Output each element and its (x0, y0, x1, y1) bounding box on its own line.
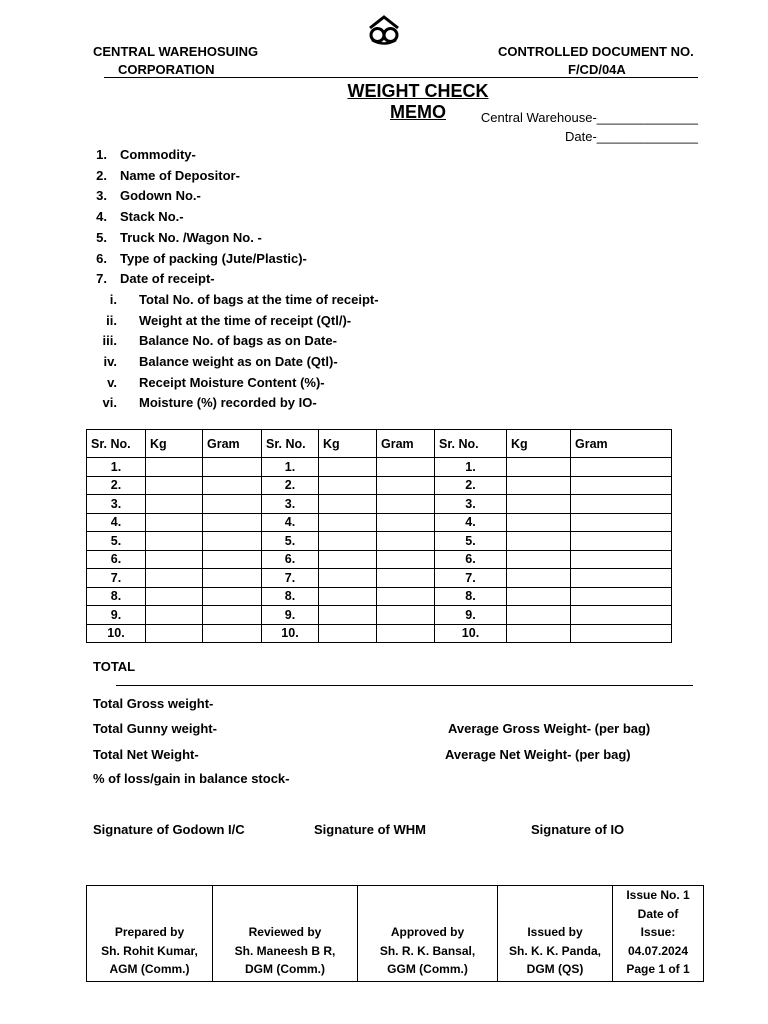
loss-gain-balance: % of loss/gain in balance stock- (93, 771, 290, 786)
issued-by-designation: DGM (QS) (526, 962, 584, 976)
column-header: Gram (571, 430, 672, 458)
gram-cell[interactable] (203, 513, 262, 532)
gram-cell[interactable] (377, 513, 435, 532)
gram-cell[interactable] (203, 476, 262, 495)
list-item (85, 251, 307, 266)
gram-cell[interactable] (571, 550, 672, 569)
serial-number-cell: 5. (262, 532, 319, 551)
issue-date-label: Date of (637, 906, 679, 921)
sub-list-item (92, 333, 337, 348)
list-item-number: 2. (96, 167, 107, 183)
kg-cell[interactable] (319, 624, 377, 643)
table-row (87, 513, 672, 532)
cwc-logo-icon (364, 14, 404, 46)
kg-cell[interactable] (146, 569, 203, 588)
list-item-label: Godown No.- (120, 188, 201, 204)
serial-number-cell: 7. (262, 569, 319, 588)
issue-label: Issue: (640, 925, 676, 939)
kg-cell[interactable] (146, 606, 203, 625)
kg-cell[interactable] (319, 476, 377, 495)
serial-number-cell: 7. (435, 569, 507, 588)
list-item-number: 7. (96, 271, 107, 287)
table-row (87, 476, 672, 495)
kg-cell[interactable] (507, 513, 571, 532)
column-header: Kg (319, 430, 377, 458)
gram-cell[interactable] (203, 606, 262, 625)
serial-number-cell: 7. (87, 569, 146, 588)
gram-cell[interactable] (377, 458, 435, 477)
serial-number-cell: 8. (87, 587, 146, 606)
serial-number-cell: 2. (262, 476, 319, 495)
kg-cell[interactable] (507, 550, 571, 569)
sub-list-item-label: Weight at the time of receipt (Qtl/)- (139, 312, 352, 328)
column-header: Kg (507, 430, 571, 458)
list-item-label: Commodity- (120, 147, 196, 162)
gram-cell[interactable] (203, 569, 262, 588)
serial-number-cell: 3. (435, 495, 507, 514)
kg-cell[interactable] (507, 476, 571, 495)
table-row (87, 495, 672, 514)
sub-list-item (92, 292, 379, 307)
serial-number-cell: 4. (87, 513, 146, 532)
gram-cell[interactable] (377, 624, 435, 643)
gram-cell[interactable] (571, 569, 672, 588)
serial-number-cell: 2. (87, 476, 146, 495)
serial-number-cell: 6. (262, 550, 319, 569)
total-gunny-weight: Total Gunny weight- (93, 721, 217, 736)
list-item-label: Name of Depositor- (120, 167, 240, 183)
issued-by-label: Issued by (527, 925, 583, 939)
reviewed-by-designation: DGM (Comm.) (245, 962, 325, 976)
serial-number-cell: 9. (87, 606, 146, 625)
kg-cell[interactable] (146, 476, 203, 495)
table-row (87, 550, 672, 569)
column-header: Sr. No. (262, 430, 319, 458)
serial-number-cell: 4. (262, 513, 319, 532)
list-item-label: Type of packing (Jute/Plastic)- (120, 250, 307, 266)
list-item-number: 6. (96, 250, 107, 266)
approved-by-cell (358, 886, 498, 982)
gram-cell[interactable] (203, 458, 262, 477)
kg-cell[interactable] (507, 495, 571, 514)
sub-list-item (92, 313, 351, 328)
kg-cell[interactable] (507, 587, 571, 606)
list-item-number: 5. (96, 229, 107, 245)
serial-number-cell: 10. (262, 624, 319, 643)
issue-info-cell (613, 886, 704, 982)
serial-number-cell: 1. (87, 458, 146, 477)
gram-cell[interactable] (377, 550, 435, 569)
kg-cell[interactable] (507, 458, 571, 477)
sub-list-item-number: iii. (102, 333, 117, 349)
kg-cell[interactable] (319, 587, 377, 606)
serial-number-cell: 8. (435, 587, 507, 606)
serial-number-cell: 1. (262, 458, 319, 477)
average-net-weight: Average Net Weight- (per bag) (445, 747, 631, 762)
sub-list-item (92, 395, 317, 410)
kg-cell[interactable] (146, 495, 203, 514)
kg-cell[interactable] (319, 550, 377, 569)
gram-cell[interactable] (571, 476, 672, 495)
list-item-number: 3. (96, 188, 107, 204)
controlled-doc-number: F/CD/04A (568, 62, 626, 77)
kg-cell[interactable] (146, 587, 203, 606)
kg-cell[interactable] (319, 458, 377, 477)
kg-cell[interactable] (146, 513, 203, 532)
table-row (87, 569, 672, 588)
table-row (87, 624, 672, 643)
kg-cell[interactable] (507, 624, 571, 643)
issue-date: 04.07.2024 (627, 943, 689, 958)
issued-by-name: Sh. K. K. Panda, (508, 943, 601, 958)
total-net-weight: Total Net Weight- (93, 747, 199, 762)
kg-cell[interactable] (146, 550, 203, 569)
kg-cell[interactable] (319, 495, 377, 514)
column-header: Sr. No. (435, 430, 507, 458)
prepared-by-name: Sh. Rohit Kumar, (101, 943, 198, 958)
controlled-doc-label: CONTROLLED DOCUMENT NO. (498, 44, 694, 59)
gram-cell[interactable] (377, 606, 435, 625)
gram-cell[interactable] (203, 532, 262, 551)
gram-cell[interactable] (203, 624, 262, 643)
sub-list-item-number: ii. (106, 312, 117, 328)
column-header: Gram (203, 430, 262, 458)
table-row (87, 532, 672, 551)
kg-cell[interactable] (146, 532, 203, 551)
list-item (85, 147, 196, 162)
column-header: Sr. No. (87, 430, 146, 458)
serial-number-cell: 9. (435, 606, 507, 625)
gram-cell[interactable] (571, 624, 672, 643)
sub-list-item-number: vi. (102, 395, 117, 411)
column-header: Kg (146, 430, 203, 458)
total-label: TOTAL (93, 659, 136, 674)
sub-list-item-label: Moisture (%) recorded by IO- (139, 395, 317, 411)
gram-cell[interactable] (571, 606, 672, 625)
gram-cell[interactable] (203, 495, 262, 514)
org-name-line1: CENTRAL WAREHOSUING (93, 44, 259, 59)
prepared-by-label: Prepared by (114, 925, 185, 939)
total-rule (116, 685, 693, 686)
serial-number-cell: 6. (435, 550, 507, 569)
sub-list-item-number: i. (109, 291, 117, 307)
serial-number-cell: 9. (262, 606, 319, 625)
sub-list-item-label: Total No. of bags at the time of receipt- (139, 291, 379, 307)
gram-cell[interactable] (377, 476, 435, 495)
kg-cell[interactable] (319, 569, 377, 588)
approval-table (86, 885, 704, 982)
kg-cell[interactable] (507, 569, 571, 588)
serial-number-cell: 3. (87, 495, 146, 514)
column-header: Gram (377, 430, 435, 458)
central-warehouse-field: Central Warehouse-______________ (480, 110, 698, 125)
signature-whm: Signature of WHM (314, 822, 426, 837)
list-item (85, 168, 240, 183)
gram-cell[interactable] (571, 587, 672, 606)
serial-number-cell: 6. (87, 550, 146, 569)
sub-list-item (92, 354, 338, 369)
gram-cell[interactable] (377, 587, 435, 606)
kg-cell[interactable] (507, 532, 571, 551)
serial-number-cell: 4. (435, 513, 507, 532)
list-item-number: 1. (96, 147, 107, 162)
kg-cell[interactable] (507, 606, 571, 625)
issue-number: Issue No. 1 (626, 888, 690, 902)
kg-cell[interactable] (319, 606, 377, 625)
list-item-number: 4. (96, 209, 107, 225)
issued-by-cell (498, 886, 613, 982)
gram-cell[interactable] (571, 532, 672, 551)
list-item (85, 209, 184, 224)
list-item-label: Stack No.- (120, 209, 184, 225)
gram-cell[interactable] (203, 550, 262, 569)
gram-cell[interactable] (377, 532, 435, 551)
table-row (87, 458, 672, 477)
signature-io: Signature of IO (531, 822, 625, 837)
table-row (87, 606, 672, 625)
sub-list-item-number: v. (107, 374, 117, 390)
list-item-label: Date of receipt- (120, 271, 215, 287)
kg-cell[interactable] (146, 458, 203, 477)
approved-by-designation: GGM (Comm.) (387, 962, 468, 976)
gram-cell[interactable] (571, 458, 672, 477)
gram-cell[interactable] (571, 513, 672, 532)
table-row (87, 587, 672, 606)
page-number: Page 1 of 1 (626, 962, 690, 976)
signature-godown-ic: Signature of Godown I/C (93, 822, 245, 837)
reviewed-by-label: Reviewed by (248, 925, 322, 939)
reviewed-by-name: Sh. Maneesh B R, (234, 943, 336, 958)
prepared-by-cell (87, 886, 213, 982)
serial-number-cell: 10. (435, 624, 507, 643)
serial-number-cell: 2. (435, 476, 507, 495)
serial-number-cell: 10. (87, 624, 146, 643)
list-item (85, 188, 201, 203)
sub-list-item-label: Receipt Moisture Content (%)- (139, 374, 325, 390)
gram-cell[interactable] (203, 587, 262, 606)
kg-cell[interactable] (319, 532, 377, 551)
page-title: WEIGHT CHECK MEMO (347, 81, 489, 122)
list-item (85, 230, 262, 245)
sub-list-item-number: iv. (103, 354, 117, 369)
average-gross-weight: Average Gross Weight- (per bag) (448, 721, 651, 736)
sub-list-item (92, 375, 325, 390)
list-item-label: Truck No. /Wagon No. - (120, 229, 262, 245)
list-item (85, 271, 215, 286)
weight-table (86, 429, 672, 643)
org-name-line2: CORPORATION (118, 62, 215, 77)
serial-number-cell: 5. (87, 532, 146, 551)
serial-number-cell: 8. (262, 587, 319, 606)
serial-number-cell: 5. (435, 532, 507, 551)
gram-cell[interactable] (377, 495, 435, 514)
reviewed-by-cell (213, 886, 358, 982)
prepared-by-designation: AGM (Comm.) (109, 962, 190, 976)
date-field: Date-______________ (564, 129, 698, 144)
gram-cell[interactable] (571, 495, 672, 514)
kg-cell[interactable] (319, 513, 377, 532)
gram-cell[interactable] (377, 569, 435, 588)
kg-cell[interactable] (146, 624, 203, 643)
header-rule (104, 77, 698, 78)
serial-number-cell: 1. (435, 458, 507, 477)
total-gross-weight: Total Gross weight- (93, 696, 214, 711)
sub-list-item-label: Balance No. of bags as on Date- (139, 333, 337, 349)
sub-list-item-label: Balance weight as on Date (Qtl)- (139, 354, 338, 369)
serial-number-cell: 3. (262, 495, 319, 514)
approved-by-label: Approved by (390, 925, 465, 939)
approved-by-name: Sh. R. K. Bansal, (379, 943, 476, 958)
